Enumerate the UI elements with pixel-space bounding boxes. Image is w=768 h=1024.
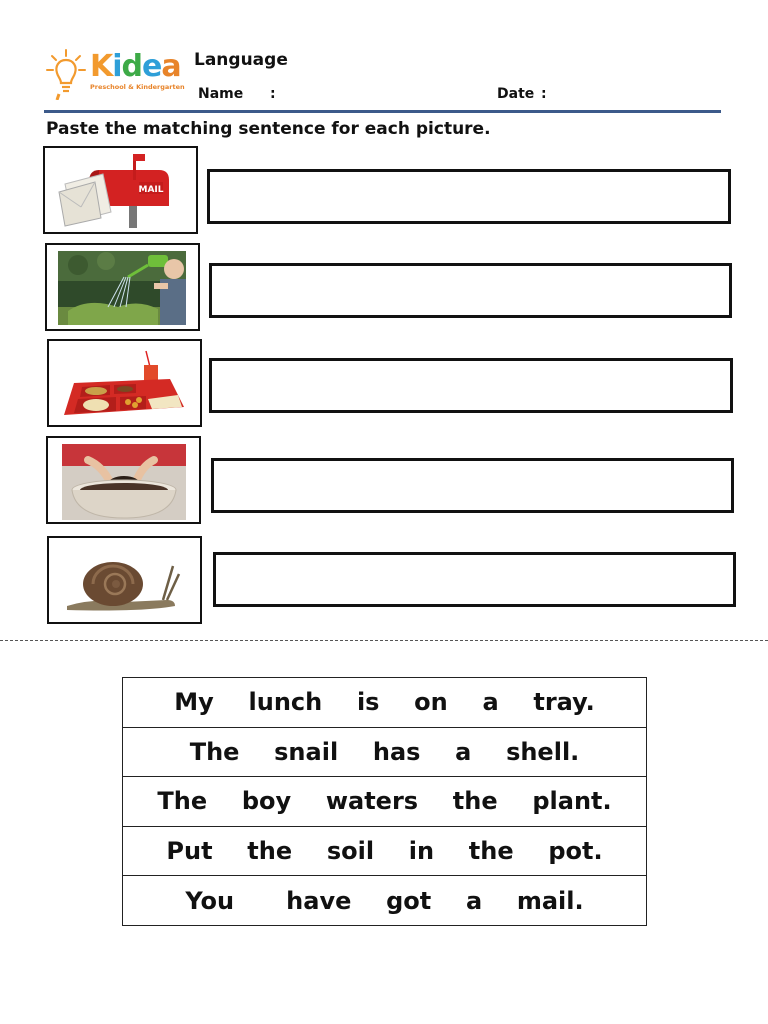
answer-box-3[interactable] bbox=[209, 358, 733, 413]
logo-letter: a bbox=[161, 49, 181, 84]
sentence-strip[interactable]: The snail has a shell. bbox=[123, 727, 646, 777]
boy-watering-plant-icon bbox=[58, 251, 186, 325]
svg-text:MAIL: MAIL bbox=[138, 185, 164, 195]
sentence-strip[interactable]: My lunch is on a tray. bbox=[174, 688, 595, 717]
answer-box-2[interactable] bbox=[209, 263, 732, 318]
answer-box-5[interactable] bbox=[213, 552, 736, 607]
picture-boy-watering bbox=[45, 243, 200, 331]
name-label: Name bbox=[198, 86, 244, 102]
answer-box-1[interactable] bbox=[207, 169, 731, 224]
mailbox-icon bbox=[51, 152, 191, 228]
header-rule bbox=[44, 110, 721, 113]
cut-line bbox=[0, 640, 768, 641]
logo-letter: d bbox=[121, 49, 143, 84]
picture-snail bbox=[47, 536, 202, 624]
sentence-table bbox=[122, 677, 647, 926]
logo-letter: e bbox=[142, 49, 162, 84]
kidea-logo bbox=[44, 48, 185, 100]
picture-lunch-tray bbox=[47, 339, 202, 427]
date-label: Date bbox=[497, 86, 535, 102]
sentence-strip[interactable]: You have got a mail. bbox=[123, 875, 646, 925]
soil-pot-icon bbox=[62, 444, 186, 520]
date-separator: : bbox=[541, 86, 547, 102]
picture-mailbox bbox=[43, 146, 198, 234]
subject-title: Language bbox=[194, 50, 288, 70]
logo-letter: i bbox=[112, 49, 122, 84]
lightbulb-icon bbox=[44, 48, 88, 100]
answer-box-4[interactable] bbox=[211, 458, 734, 513]
instruction-text: Paste the matching sentence for each picture. bbox=[46, 119, 491, 139]
picture-soil-pot bbox=[46, 436, 201, 524]
logo-subtitle: Preschool & Kindergarten bbox=[90, 83, 185, 91]
logo-wordmark bbox=[90, 49, 181, 84]
name-separator: : bbox=[270, 86, 276, 102]
sentence-strip[interactable]: The boy waters the plant. bbox=[123, 776, 646, 826]
snail-icon bbox=[63, 546, 187, 616]
sentence-strip[interactable]: Put the soil in the pot. bbox=[123, 826, 646, 876]
logo-letter: K bbox=[90, 49, 113, 84]
lunch-tray-icon bbox=[60, 349, 188, 419]
